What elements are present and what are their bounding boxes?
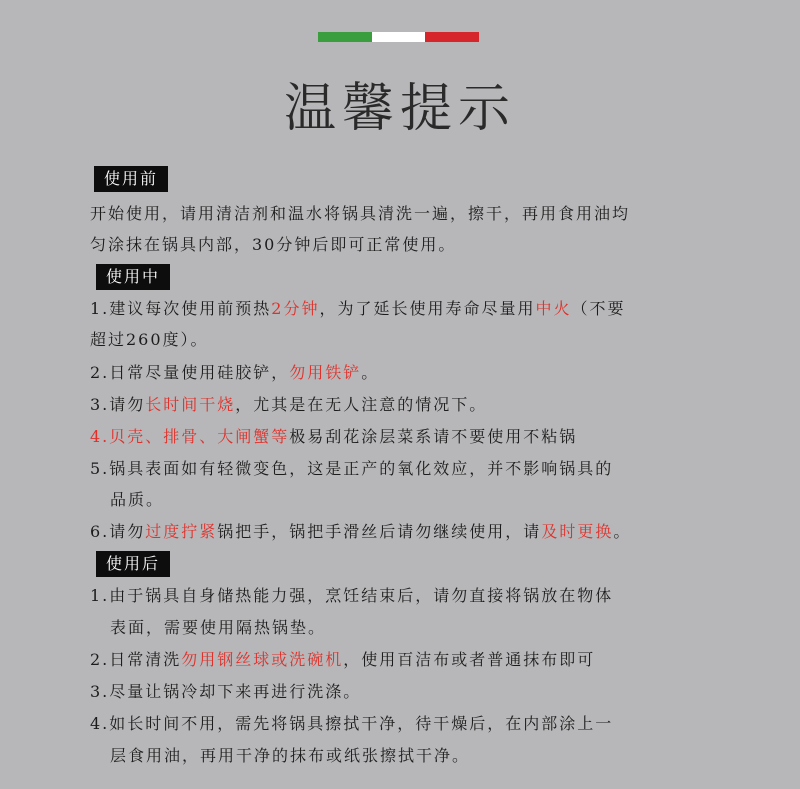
section-tag-before: 使用前 <box>94 166 168 192</box>
during-item-3: 3.请勿长时间干烧，尤其是在无人注意的情况下。 <box>90 395 488 414</box>
section-tag-during: 使用中 <box>96 264 170 290</box>
before-line-1: 开始使用，请用清洁剂和温水将锅具清洗一遍，擦干，再用食用油均 <box>90 204 631 223</box>
flag-white-band <box>372 32 426 42</box>
highlight-text: 长时间干烧 <box>145 395 236 414</box>
highlight-text: 过度拧紧 <box>145 522 218 541</box>
during-item-5-cont: 品质。 <box>110 490 165 509</box>
italian-flag-stripe <box>318 32 479 42</box>
during-item-2: 2.日常尽量使用硅胶铲，勿用铁铲。 <box>90 363 380 382</box>
after-item-1: 1.由于锅具自身储热能力强，烹饪结束后，请勿直接将锅放在物体 <box>90 586 614 605</box>
after-item-2: 2.日常清洗勿用钢丝球或洗碗机，使用百洁布或者普通抹布即可 <box>90 650 596 669</box>
flag-green-band <box>318 32 372 42</box>
section-tag-after: 使用后 <box>96 551 170 577</box>
after-item-3: 3.尽量让锅冷却下来再进行洗涤。 <box>90 682 362 701</box>
page-title: 温馨提示 <box>283 79 516 139</box>
before-line-2: 匀涂抹在锅具内部，30分钟后即可正常使用。 <box>90 235 457 254</box>
during-item-6: 6.请勿过度拧紧锅把手，锅把手滑丝后请勿继续使用，请及时更换。 <box>90 522 632 541</box>
after-item-1-cont: 表面，需要使用隔热锅垫。 <box>110 618 327 637</box>
during-item-1-cont: 超过260度）。 <box>90 330 209 349</box>
flag-red-band <box>425 32 479 42</box>
highlight-text: 及时更换 <box>541 522 614 541</box>
highlight-text: 中火 <box>535 299 572 318</box>
after-item-4-cont: 层食用油，再用干净的抹布或纸张擦拭干净。 <box>110 746 471 765</box>
highlight-text: 勿用钢丝球或洗碗机 <box>181 650 344 669</box>
highlight-text: 2分钟 <box>271 299 320 318</box>
highlight-text: 勿用铁铲 <box>289 363 362 382</box>
during-item-5: 5.锅具表面如有轻微变色，这是正产的氧化效应，并不影响锅具的 <box>90 459 614 478</box>
during-item-1: 1.建议每次使用前预热2分钟，为了延长使用寿命尽量用中火（不要 <box>90 299 626 318</box>
during-item-4: 4.贝壳、排骨、大闸蟹等极易刮花涂层菜系请不要使用不粘锅 <box>90 427 578 446</box>
after-item-4: 4.如长时间不用，需先将锅具擦拭干净，待干燥后，在内部涂上一 <box>90 714 614 733</box>
highlight-text: 贝壳、排骨、大闸蟹等 <box>109 427 290 446</box>
